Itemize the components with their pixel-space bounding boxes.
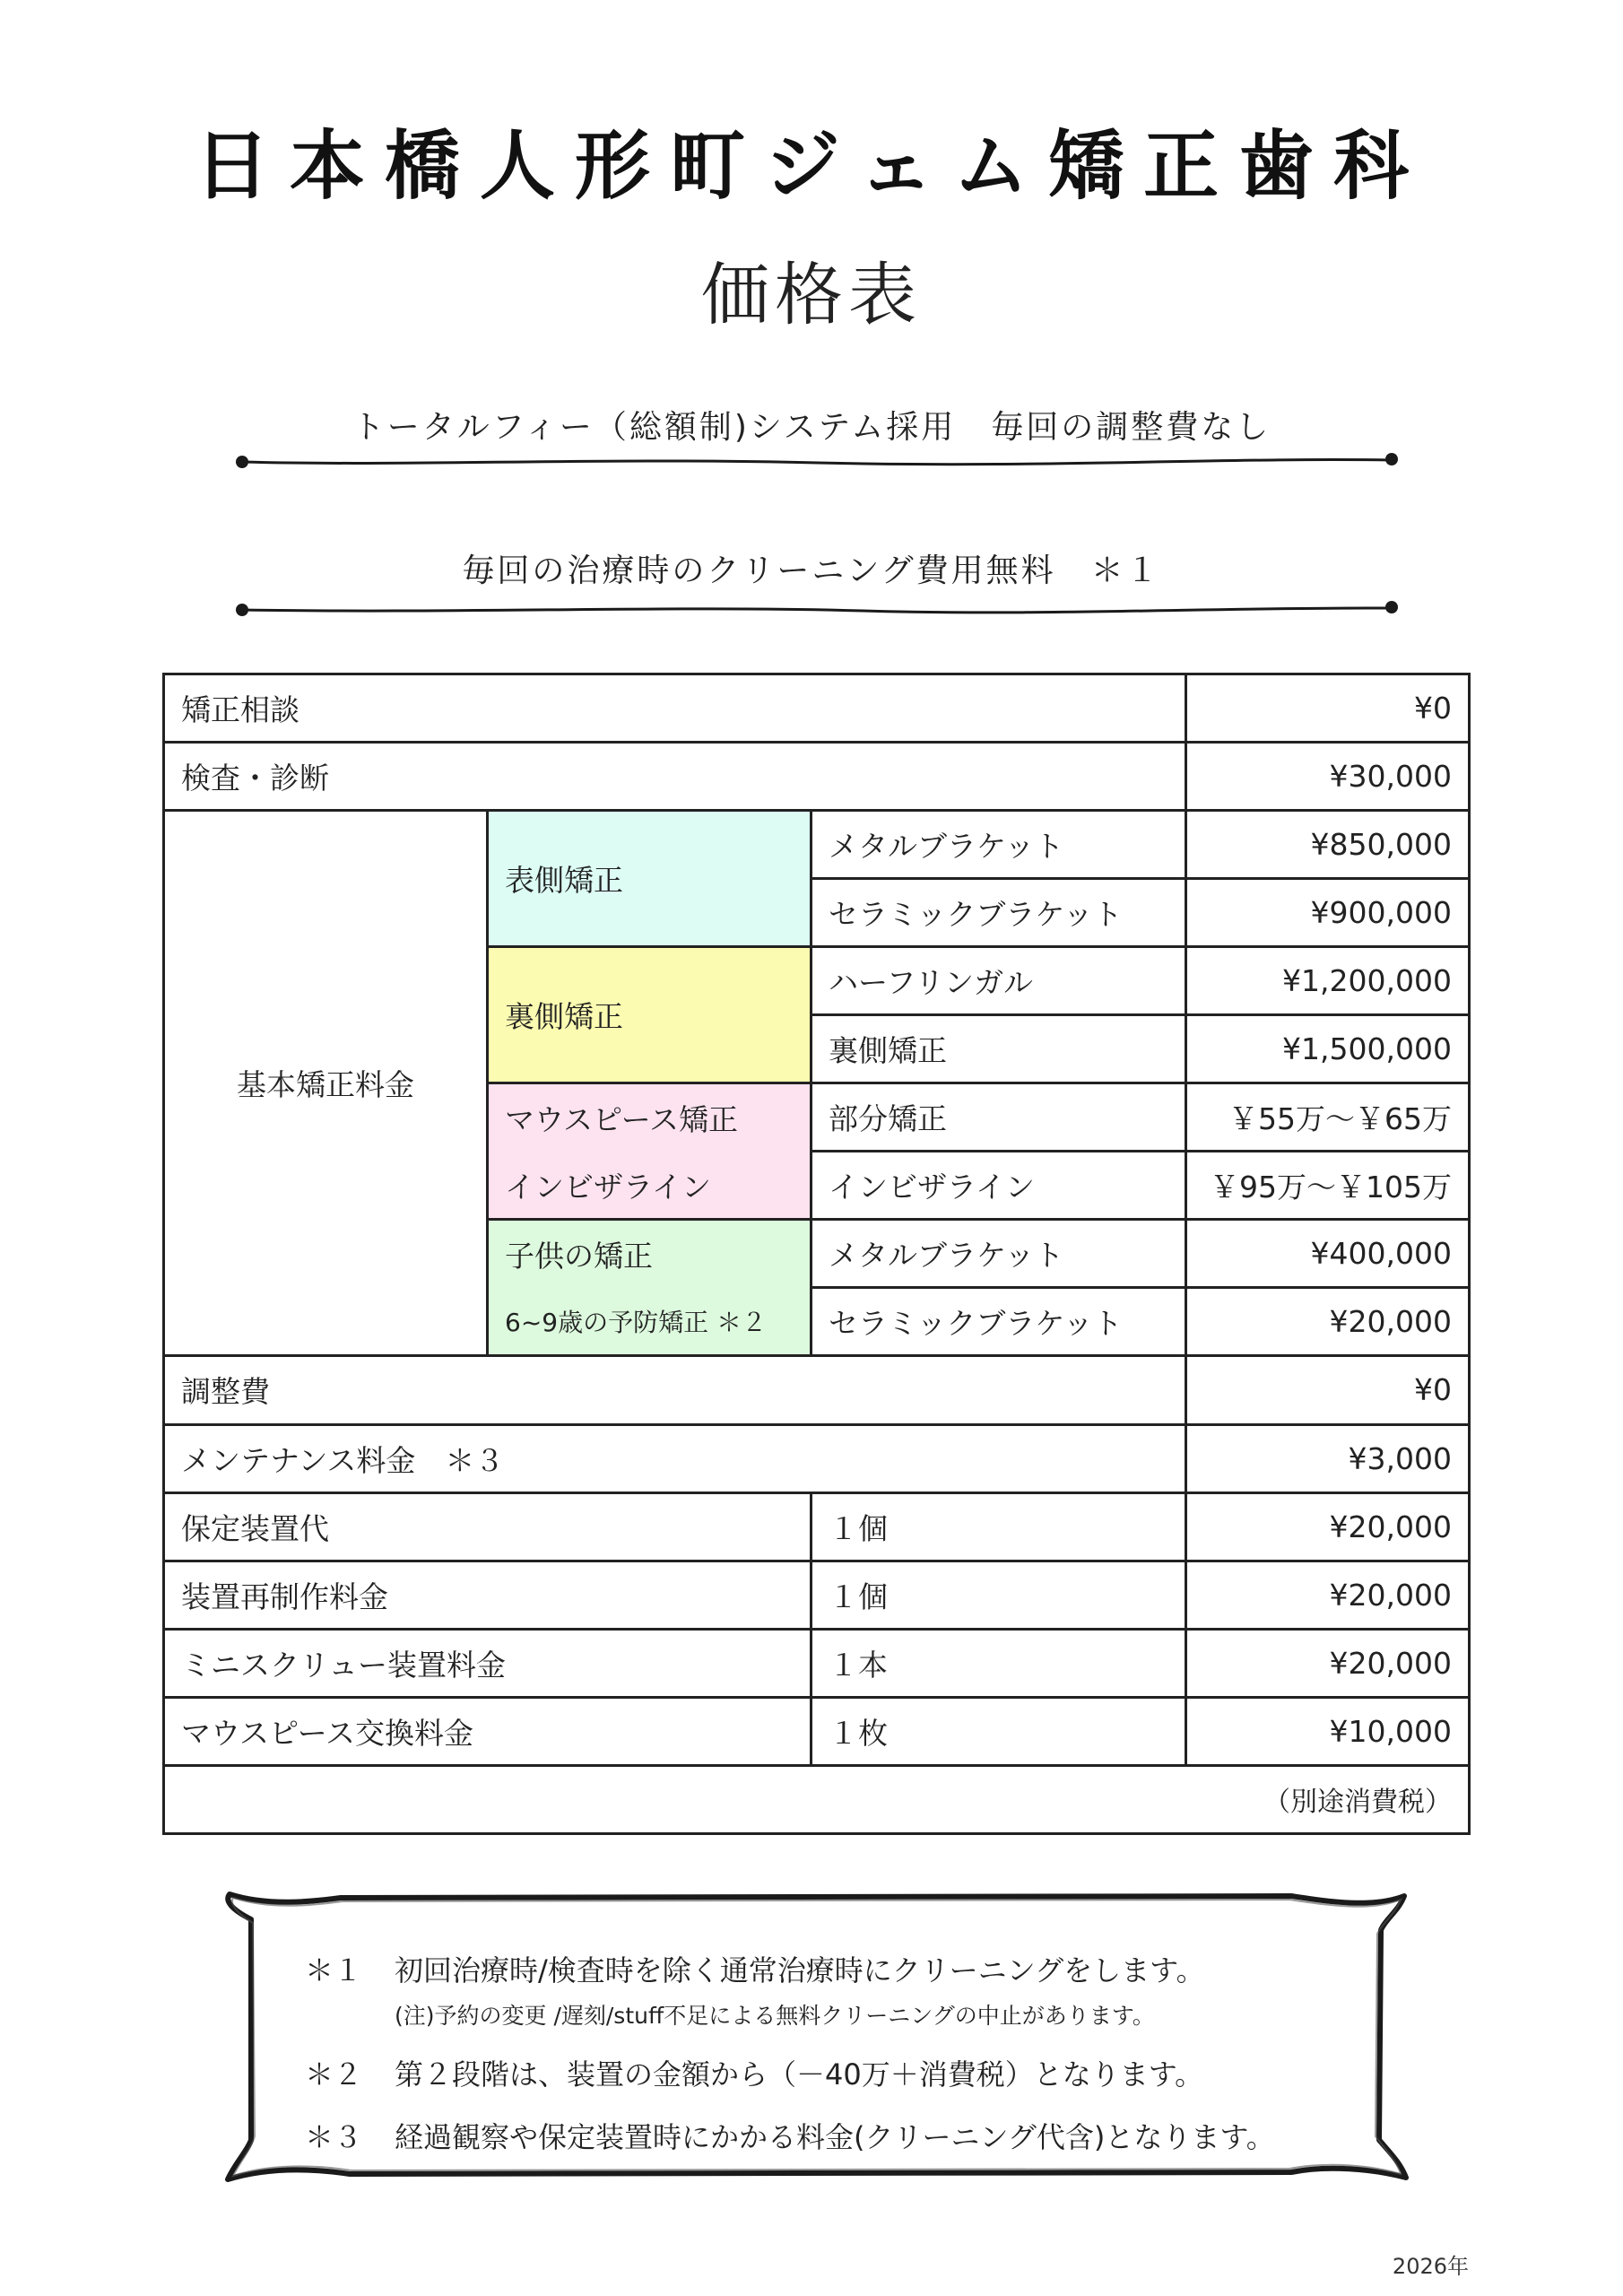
note-mark: ＊３ — [305, 2120, 363, 2154]
extra-label: ミニスクリュー装置料金 — [164, 1629, 812, 1697]
table-row — [164, 1424, 1470, 1492]
item-price: ¥20,000 — [1186, 1288, 1470, 1356]
item-name: セラミックブラケット — [812, 879, 1186, 947]
item-price: ￥55万～￥65万 — [1186, 1083, 1470, 1152]
clinic-name: 日本橋人形町ジェム矯正歯科 — [194, 122, 1429, 210]
consult-price: ¥0 — [1186, 674, 1470, 743]
note-mark: ＊２ — [305, 2057, 363, 2092]
item-price: ¥850,000 — [1186, 811, 1470, 879]
extra-qty: １枚 — [812, 1697, 1186, 1765]
extra-qty: １本 — [812, 1629, 1186, 1697]
total-fee-line: トータルフィー（総額制)システム採用 毎回の調整費なし — [352, 409, 1271, 446]
note-text: 第２段階は、装置の金額から（－40万＋消費税）となります。 — [395, 2057, 1204, 2092]
table-row — [164, 1697, 1470, 1765]
table-row — [164, 1629, 1470, 1697]
note-mark: ＊１ — [305, 1953, 363, 1987]
table-row — [164, 674, 1470, 743]
extra-price: ¥10,000 — [1186, 1697, 1470, 1765]
basic-fee-label: 基本矯正料金 — [164, 811, 488, 1356]
tax-note: （別途消費税） — [164, 1765, 1470, 1833]
maintenance-label: メンテナンス料金 ＊３ — [164, 1424, 1186, 1492]
note-1-sub: (注)予約の変更 /遅刻/stuff不足による無料クリーニングの中止があります。 — [395, 2003, 1155, 2029]
extra-qty: １個 — [812, 1561, 1186, 1629]
child-label: 子供の矯正 — [488, 1220, 812, 1288]
notes-section — [305, 1937, 1381, 2167]
extra-label: マウスピース交換料金 — [164, 1697, 812, 1765]
mouthpiece-label: マウスピース矯正 — [488, 1083, 812, 1152]
item-name: メタルブラケット — [812, 1220, 1186, 1288]
exam-label: 検査・診断 — [164, 743, 1186, 811]
table-row — [164, 1765, 1470, 1833]
item-price: ￥95万～￥105万 — [1186, 1152, 1470, 1220]
item-price: ¥900,000 — [1186, 879, 1470, 947]
lingual-label: 裏側矯正 — [488, 947, 812, 1083]
extra-price: ¥20,000 — [1186, 1629, 1470, 1697]
page-title: 価格表 — [701, 255, 922, 335]
extra-label: 装置再制作料金 — [164, 1561, 812, 1629]
preventive-label: 6~9歳の予防矯正 ＊２ — [488, 1288, 812, 1356]
invisalign-label: インビザライン — [488, 1152, 812, 1220]
year-label: 2026年 — [1392, 2254, 1469, 2279]
item-name: インビザライン — [812, 1152, 1186, 1220]
table-row — [164, 743, 1470, 811]
item-name: セラミックブラケット — [812, 1288, 1186, 1356]
table-row — [164, 1492, 1470, 1561]
table-row — [164, 811, 1470, 879]
adjust-label: 調整費 — [164, 1356, 1186, 1424]
consult-label: 矯正相談 — [164, 674, 1186, 743]
table-row — [164, 1356, 1470, 1424]
maintenance-price: ¥3,000 — [1186, 1424, 1470, 1492]
item-name: 裏側矯正 — [812, 1015, 1186, 1083]
divider-line-2 — [235, 596, 1401, 622]
note-text: 初回治療時/検査時を除く通常治療時にクリーニングをします。 — [395, 1953, 1205, 1987]
item-name: ハーフリンガル — [812, 947, 1186, 1015]
note-text: 経過観察や保定装置時にかかる料金(クリーニング代含)となります。 — [395, 2120, 1275, 2154]
adjust-price: ¥0 — [1186, 1356, 1470, 1424]
extra-label: 保定装置代 — [164, 1492, 812, 1561]
note-3 — [305, 2104, 1381, 2167]
extra-price: ¥20,000 — [1186, 1561, 1470, 1629]
cleaning-free-line: 毎回の治療時のクリーニング費用無料 ＊１ — [462, 552, 1161, 589]
exam-price: ¥30,000 — [1186, 743, 1470, 811]
extra-qty: １個 — [812, 1492, 1186, 1561]
labial-label: 表側矯正 — [488, 811, 812, 947]
table-row — [164, 1561, 1470, 1629]
item-name: 部分矯正 — [812, 1083, 1186, 1152]
price-table — [162, 673, 1471, 1835]
item-price: ¥400,000 — [1186, 1220, 1470, 1288]
item-price: ¥1,200,000 — [1186, 947, 1470, 1015]
divider-line-1 — [235, 447, 1401, 474]
item-name: メタルブラケット — [812, 811, 1186, 879]
note-2 — [305, 2041, 1381, 2104]
item-price: ¥1,500,000 — [1186, 1015, 1470, 1083]
extra-price: ¥20,000 — [1186, 1492, 1470, 1561]
